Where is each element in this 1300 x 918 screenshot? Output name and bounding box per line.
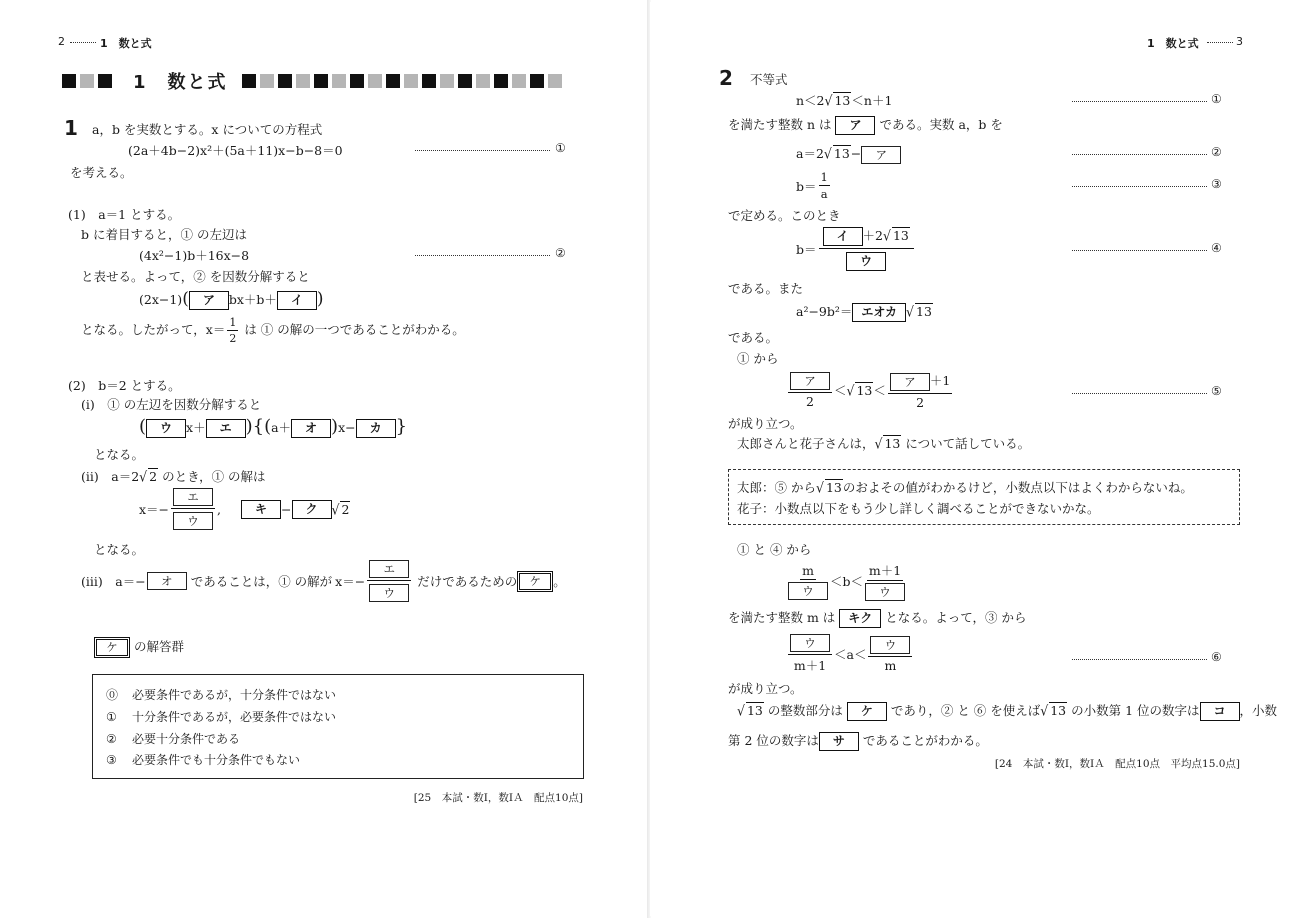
source-citation: [25 本試・数Ⅰ，数ⅠＡ 配点10点] bbox=[413, 792, 583, 804]
text: を満たす整数 m は bbox=[728, 610, 836, 625]
sub-i-heading: (i) ① の左辺を因数分解すると bbox=[81, 397, 262, 412]
ref-box-u: ウ bbox=[790, 634, 830, 652]
text-line: が成り立つ。 bbox=[728, 416, 803, 431]
fraction-a-plus-1-over-2 bbox=[888, 371, 952, 410]
numerator: m＋1 bbox=[867, 561, 903, 581]
radicand: 13 bbox=[916, 304, 932, 319]
choice-number: ③ bbox=[106, 753, 117, 767]
answer-choices-box bbox=[92, 674, 584, 779]
factored-expression-2: ( ウ x＋ エ ){(a＋ オ )x− カ } bbox=[139, 416, 408, 437]
leader-dots bbox=[1072, 101, 1207, 102]
answer-box-kiku[interactable]: キク bbox=[839, 609, 881, 628]
answer-box-i[interactable]: イ bbox=[277, 291, 317, 310]
equation-number: ③ bbox=[1211, 177, 1222, 191]
ref-box-u: ウ bbox=[870, 636, 910, 654]
problem-number: 2 bbox=[719, 66, 733, 90]
text: 第 2 位の数字は bbox=[728, 733, 819, 748]
ref-box-o: オ bbox=[147, 572, 187, 590]
answer-box-u[interactable]: ウ bbox=[846, 252, 886, 271]
leader-dots bbox=[1072, 250, 1207, 251]
chapter-title: 1 数と式 bbox=[133, 72, 228, 93]
answer-box-i[interactable]: イ bbox=[823, 227, 863, 246]
expr-part: a＋ bbox=[271, 420, 292, 435]
inequality-5 bbox=[786, 371, 954, 410]
text: ＜n＋1 bbox=[851, 93, 893, 108]
ref-box-u: ウ bbox=[865, 583, 905, 601]
fraction-u-over-m bbox=[868, 636, 912, 673]
leader-dots bbox=[1072, 154, 1207, 155]
text: n＜2 bbox=[796, 93, 825, 108]
right-page bbox=[650, 2, 1300, 916]
text: のおよその値がわかるけど，小数点以下はよくわからないね。 bbox=[842, 480, 1193, 495]
problem-topic: 不等式 bbox=[750, 72, 788, 87]
text: b＝ bbox=[796, 178, 817, 194]
ref-box-a: ア bbox=[790, 372, 830, 390]
numerator: 1 bbox=[229, 316, 237, 329]
leader-dots bbox=[1072, 393, 1207, 394]
leader-dots bbox=[1072, 186, 1207, 187]
text: であることは，① の解が bbox=[190, 574, 333, 589]
fraction-i-over-u bbox=[819, 226, 914, 271]
ref-box-u: ウ bbox=[369, 584, 409, 602]
answer-box-eoka[interactable]: エオカ bbox=[852, 303, 906, 322]
solution-expression: x＝− $\frac{\text{エ}}{\text{ウ}}$ , キ − ク √ 2 bbox=[139, 490, 350, 528]
sqrt-sign: √ bbox=[906, 303, 915, 320]
expr-part: bx＋b＋ bbox=[228, 292, 277, 307]
text: を満たす整数 n は bbox=[728, 117, 832, 132]
text-line: となる。 bbox=[94, 542, 145, 557]
radicand: 13 bbox=[825, 480, 842, 495]
equation-a2-9b2 bbox=[796, 302, 933, 322]
answer-box-a[interactable]: ア bbox=[189, 291, 229, 310]
denominator: m＋1 bbox=[793, 658, 827, 673]
sqrt-sign: √ bbox=[737, 702, 745, 719]
choice-number: ① bbox=[106, 710, 117, 724]
fraction-half bbox=[227, 316, 238, 345]
text-line: ① と ④ から bbox=[737, 542, 812, 557]
dialogue-hanako: 花子：小数点以下をもう少し詳しく調べることができないかな。 bbox=[737, 501, 1100, 516]
choice-1[interactable] bbox=[106, 708, 336, 725]
equation-1: (2a＋4b−2)x²＋(5a＋11)x−b−8＝0 bbox=[128, 143, 343, 158]
radicand: 13 bbox=[833, 146, 850, 161]
text: 太郎さんと花子さんは， bbox=[737, 436, 875, 451]
text: の解答群 bbox=[133, 639, 184, 654]
sub-ii-heading bbox=[81, 467, 266, 485]
numerator: 1 bbox=[820, 170, 828, 184]
answer-box-e[interactable]: エ bbox=[206, 419, 246, 438]
text-line: b に着目すると，① の左辺は bbox=[81, 227, 247, 242]
text: であることがわかる。 bbox=[862, 733, 988, 748]
text: は ① の解の一つであることがわかる。 bbox=[244, 322, 465, 337]
denominator: a bbox=[820, 187, 828, 201]
text-line: を考える。 bbox=[70, 165, 133, 180]
text-line: である。また bbox=[728, 281, 804, 296]
header-page-number: 2 bbox=[58, 35, 65, 48]
chapter-banner-left-squares bbox=[62, 72, 116, 88]
fraction-u-over-m1 bbox=[788, 634, 832, 674]
ref-box-a: ア bbox=[861, 146, 901, 164]
text: となる。したがって， bbox=[81, 322, 206, 337]
header-chapter: 1 数と式 bbox=[100, 37, 152, 50]
factored-expression: (2x−1)( ア bx＋b＋ イ ) bbox=[139, 289, 324, 309]
fraction-e-over-u bbox=[367, 560, 411, 602]
equation-number: ① bbox=[1211, 92, 1222, 106]
text: ＋1 bbox=[929, 373, 951, 388]
radicand: 2 bbox=[149, 469, 158, 484]
text: (ii) a＝2 bbox=[81, 469, 140, 484]
radicand: 13 bbox=[746, 703, 763, 718]
expr-part: x− bbox=[338, 420, 356, 435]
header-chapter: 1 数と式 bbox=[1147, 37, 1199, 50]
choice-number: ⓪ bbox=[106, 688, 119, 702]
text-line: である。 bbox=[728, 330, 779, 345]
sqrt-sign: √ bbox=[139, 468, 148, 485]
ref-box-a: ア bbox=[890, 373, 930, 391]
source-citation: [24 本試・数Ⅰ，数ⅠＡ 配点10点 平均点15.0点] bbox=[994, 758, 1240, 770]
text: a＝2 bbox=[796, 146, 824, 161]
equation-number: ④ bbox=[1211, 241, 1222, 255]
sqrt-sign: √ bbox=[824, 92, 833, 109]
answer-box-o[interactable]: オ bbox=[291, 419, 331, 438]
fraction-1-over-a bbox=[819, 170, 830, 201]
text: ＜b＜ bbox=[830, 574, 864, 589]
choice-text: 必要条件でも十分条件でもない bbox=[132, 753, 301, 767]
text: x＝− bbox=[139, 502, 170, 517]
part-2-heading: (2) b＝2 とする。 bbox=[68, 378, 181, 393]
expr-part: x＋ bbox=[186, 420, 206, 435]
text: x＝ bbox=[205, 322, 226, 337]
equation-b bbox=[796, 170, 832, 201]
text-line bbox=[728, 731, 988, 751]
denominator: 2 bbox=[806, 393, 814, 409]
header-leader bbox=[1207, 42, 1233, 43]
choice-number: ② bbox=[106, 732, 117, 746]
ref-box-e: エ bbox=[173, 488, 213, 506]
dialogue-taro bbox=[737, 478, 1193, 496]
answer-box-ku[interactable]: ク bbox=[292, 500, 332, 519]
sqrt-sign: √ bbox=[1040, 702, 1049, 719]
text-line: で定める。このとき bbox=[728, 208, 841, 223]
expression: (4x²−1)b＋16x−8 bbox=[139, 248, 250, 263]
text: ＜ bbox=[834, 383, 847, 399]
radicand: 13 bbox=[884, 436, 901, 451]
text-line bbox=[737, 434, 1030, 452]
expr-part: (2x−1) bbox=[139, 292, 183, 307]
text: (iii) a＝− bbox=[81, 574, 146, 589]
equation-b-fraction bbox=[796, 226, 916, 271]
chapter-banner-right-squares bbox=[242, 72, 566, 88]
text-line: と表せる。よって，② を因数分解すると bbox=[81, 269, 310, 284]
equation-number: ① bbox=[555, 141, 566, 155]
choice-text: 十分条件であるが，必要条件ではない bbox=[132, 710, 337, 724]
text: の小数第 1 位の数字は bbox=[1071, 703, 1200, 718]
leader-dots bbox=[415, 255, 550, 256]
text-line bbox=[81, 316, 465, 345]
choice-2[interactable] bbox=[106, 730, 240, 747]
header-leader bbox=[70, 42, 96, 43]
ref-box-u: ウ bbox=[173, 512, 213, 530]
text: ，小数 bbox=[1239, 703, 1278, 718]
sqrt-sign: √ bbox=[815, 479, 824, 496]
equation-number: ② bbox=[555, 246, 566, 260]
equation-a bbox=[796, 144, 901, 164]
answer-box-ke[interactable]: ケ bbox=[517, 571, 553, 592]
answer-box-ki[interactable]: キ bbox=[241, 500, 281, 519]
text: b＝ bbox=[796, 241, 817, 257]
denominator: 2 bbox=[229, 332, 237, 345]
answer-box-ka[interactable]: カ bbox=[356, 419, 396, 438]
text: について話している。 bbox=[905, 436, 1031, 451]
sqrt-sign: √ bbox=[823, 145, 832, 162]
text-line: となる。 bbox=[94, 447, 145, 462]
text-line: が成り立つ。 bbox=[728, 681, 803, 696]
text: − bbox=[850, 146, 862, 161]
equation-number: ② bbox=[1211, 145, 1222, 159]
radicand: 13 bbox=[856, 383, 873, 399]
text: x＝− bbox=[335, 574, 366, 589]
radicand: 13 bbox=[892, 228, 909, 243]
text: となる。よって，③ から bbox=[885, 610, 1027, 625]
ref-box-e: エ bbox=[369, 560, 409, 578]
radicand: 13 bbox=[1050, 703, 1067, 718]
fraction-m-over-u bbox=[788, 563, 828, 600]
text: だけであるための bbox=[417, 574, 518, 589]
denominator: 2 bbox=[916, 394, 925, 410]
text: ＜a＜ bbox=[834, 647, 867, 662]
text: ＜ bbox=[873, 383, 886, 399]
answer-box-ko[interactable]: コ bbox=[1200, 702, 1240, 721]
text-line bbox=[737, 701, 1277, 721]
sqrt-sign: √ bbox=[331, 500, 340, 518]
header-page-number: 3 bbox=[1236, 35, 1243, 48]
leader-dots bbox=[1072, 659, 1207, 660]
text-line bbox=[728, 608, 1027, 628]
text: の整数部分は bbox=[767, 703, 843, 718]
answer-group-label bbox=[94, 637, 184, 658]
left-page bbox=[0, 2, 649, 916]
leader-dots bbox=[415, 150, 550, 151]
denominator: m bbox=[884, 657, 897, 673]
text: ＋2 bbox=[862, 228, 883, 243]
problem-number: 1 bbox=[64, 116, 78, 140]
choice-text: 必要十分条件である bbox=[132, 732, 241, 746]
fraction-a-over-2 bbox=[788, 372, 832, 409]
answer-box-u[interactable]: ウ bbox=[146, 419, 186, 438]
fraction-m1-over-u bbox=[865, 561, 905, 601]
sqrt-sign: √ bbox=[846, 382, 855, 399]
radicand: 13 bbox=[834, 93, 851, 108]
inequality-6 bbox=[786, 634, 914, 674]
equation-number: ⑤ bbox=[1211, 384, 1222, 398]
answer-box-ke[interactable]: ケ bbox=[847, 702, 887, 721]
text: である。実数 a，b を bbox=[879, 117, 1003, 132]
text: 太郎：⑤ から bbox=[737, 480, 816, 495]
radicand: 2 bbox=[341, 502, 350, 517]
text-line: ① から bbox=[737, 351, 779, 366]
text: − bbox=[281, 501, 292, 517]
part-1-heading: (1) a＝1 とする。 bbox=[68, 207, 181, 222]
sub-iii-line bbox=[81, 560, 566, 602]
answer-box-a[interactable]: ア bbox=[835, 116, 875, 135]
text: のとき，① の解は bbox=[162, 469, 266, 484]
choice-3[interactable] bbox=[106, 751, 300, 768]
ref-box-ke: ケ bbox=[94, 637, 130, 658]
inequality-m bbox=[786, 561, 907, 601]
text: であり，② と ⑥ を使えば bbox=[890, 703, 1041, 718]
dialogue-box bbox=[728, 469, 1240, 525]
text: a²−9b²＝ bbox=[796, 304, 853, 319]
sqrt-sign: √ bbox=[882, 227, 891, 244]
problem-intro: a，b を実数とする。x についての方程式 bbox=[92, 122, 323, 137]
sqrt-sign: √ bbox=[874, 435, 883, 452]
choice-0[interactable] bbox=[106, 686, 336, 703]
choice-text: 必要条件であるが，十分条件ではない bbox=[132, 688, 337, 702]
equation-number: ⑥ bbox=[1211, 650, 1222, 664]
ref-box-u: ウ bbox=[788, 582, 828, 600]
fraction-e-over-u bbox=[171, 488, 215, 530]
numerator: m bbox=[802, 562, 814, 578]
text: 。 bbox=[553, 574, 566, 589]
answer-box-sa[interactable]: サ bbox=[819, 732, 859, 751]
inequality-1 bbox=[796, 91, 892, 109]
text-line bbox=[728, 115, 1003, 135]
